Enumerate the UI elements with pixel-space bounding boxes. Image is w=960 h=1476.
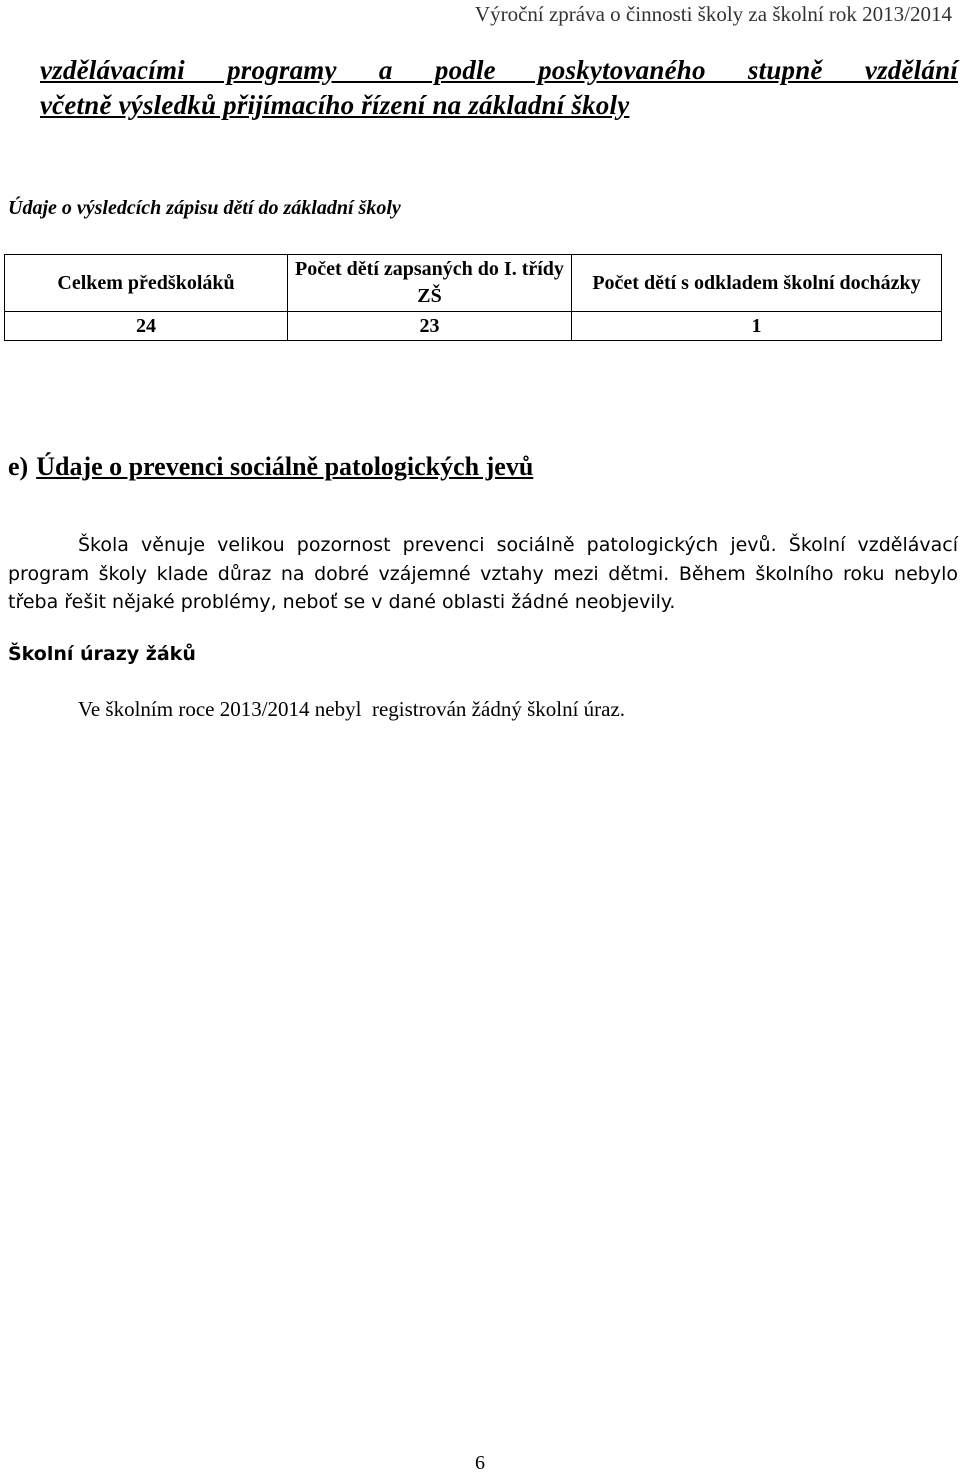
injuries-text: Ve školním roce 2013/2014 nebyl registrován žádný školní úraz. (78, 697, 626, 721)
prevention-paragraph-line: Škola věnuje velikou pozornost prevenci sociálně patologických jevů. Školní vzdělávací (78, 534, 958, 556)
cell-enrolled: 23 (288, 312, 572, 341)
cell-deferred: 1 (572, 312, 942, 341)
column-header-total-preschoolers: Celkem předškoláků (5, 255, 288, 312)
prevention-paragraph (8, 531, 958, 617)
section-heading-line-1: vzdělávacími programy a podle poskytovaného stupně vzdělání (40, 55, 958, 85)
cell-total-preschoolers: 24 (5, 312, 288, 341)
column-header-enrolled: Počet dětí zapsaných do I. třídy ZŠ (288, 255, 572, 312)
injuries-title: Školní úrazy žáků (8, 643, 196, 665)
enrollment-subtitle: Údaje o výsledcích zápisu dětí do základní školy (8, 197, 401, 219)
prevention-heading-title: Údaje o prevenci sociálně patologických jevů (36, 452, 534, 481)
enrollment-table (4, 254, 942, 341)
prevention-paragraph-line: třeba řešit nějaké problémy, neboť se v dané oblasti žádné neobjevily. (8, 591, 676, 613)
prevention-heading (8, 452, 533, 482)
prevention-heading-letter: e) (8, 452, 29, 481)
page-number: 6 (475, 1452, 485, 1474)
section-heading-line-2: včetně výsledků přijímacího řízení na základní školy (40, 90, 630, 120)
table-header-row (5, 255, 942, 312)
column-header-deferred: Počet dětí s odkladem školní docházky (572, 255, 942, 312)
running-header: Výroční zpráva o činnosti školy za školní rok 2013/2014 (474, 2, 952, 26)
prevention-paragraph-line: program školy klade důraz na dobré vzájemné vztahy mezi dětmi. Během školního roku nebylo (8, 562, 958, 585)
table-row (5, 312, 942, 341)
